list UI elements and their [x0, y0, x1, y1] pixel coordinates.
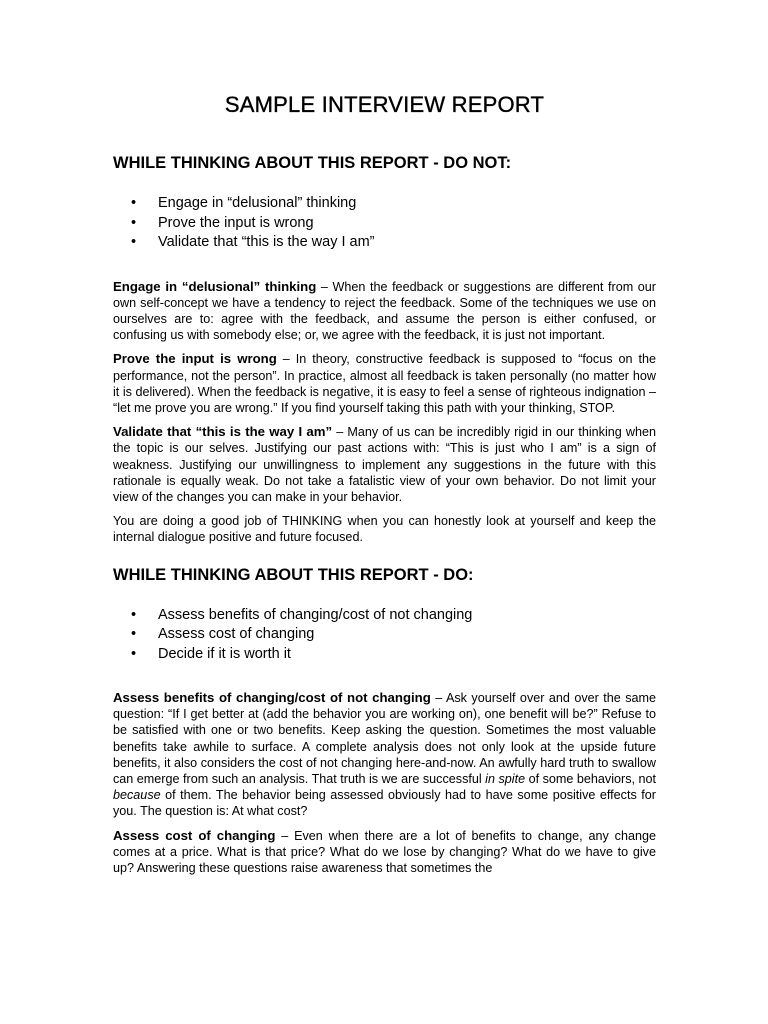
- section-heading-do: WHILE THINKING ABOUT THIS REPORT - DO:: [113, 565, 474, 584]
- paragraph-assess-cost: [113, 828, 656, 877]
- paragraph-body: – When the feedback or suggestions are different from our own self-concept we have a tendency to reject the feedback. Some of the techniques we use on ourselves are to: agree with the feedback, and assume the person is either confused, or confusing us with somebody else; or, we agree with the feedback, it is just not important.: [113, 279, 656, 343]
- paragraph-prove-input-wrong: [113, 351, 656, 416]
- list-item: • Decide if it is worth it: [131, 645, 656, 665]
- bullet-icon: •: [131, 606, 137, 623]
- paragraph-lead: Prove the input is wrong: [113, 351, 277, 367]
- page-title: SAMPLE INTERVIEW REPORT: [224, 92, 545, 117]
- list-item: • Prove the input is wrong: [131, 214, 656, 234]
- paragraph-lead: Validate that “this is the way I am”: [113, 424, 333, 440]
- paragraph-closing: You are doing a good job of THINKING when you can honestly look at yourself and keep the internal dialogue positive and future focused.: [113, 514, 656, 545]
- paragraph-assess-benefits: Assess benefits of changing/cost of not changing – Ask yourself over and over the same question: “If I get better at (add the behavior you are working on), one benefit will be?” Refuse to be satisfied with one or two benefits. Keep asking the question. Sometimes the most valuable benefits take awhile to surface. A complete analysis does not only look at the upside future benefits, it also considers the cost of not changing here-and-now. An awfully hard truth to swallow can emerge from such an analysis. That truth is we are successful in spite of some behaviors, not because of them. The behavior being assessed obviously had to have some positive effects for you. The question is: At what cost?: [113, 690, 657, 819]
- paragraph-lead: Engage in “delusional” thinking: [113, 278, 317, 294]
- paragraph-body: – Many of us can be incredibly rigid in our thinking when the topic is our selves. Justifying our past actions with: “This is just who I am” is a sign of weakness. Justifying our unwillingness to implement any suggestions in the future with this rationale is equally weak. Do not take a fatalistic view of your own behavior. Do not limit your view of the changes you can make in your behavior.: [113, 425, 656, 504]
- bullet-icon: •: [131, 626, 137, 643]
- paragraph-delusional-thinking: [113, 279, 656, 344]
- bullet-icon: •: [131, 234, 137, 250]
- paragraph-lead: Assess benefits of changing/cost of not changing: [113, 690, 431, 706]
- list-item: • Engage in “delusional” thinking: [131, 194, 656, 214]
- list-item: • Assess benefits of changing/cost of not changing: [131, 606, 656, 626]
- do-bullet-list: [131, 606, 656, 665]
- bullet-icon: •: [131, 214, 137, 231]
- bullet-icon: •: [131, 195, 137, 211]
- paragraph-body: – In theory, constructive feedback is supposed to “focus on the performance, not the person”. In practice, almost all feedback is taken personally (no matter how it is delivered). When the feedback is negative, it is easy to feel a sense of righteous indignation – “let me prove you are wrong.” If you find yourself taking this path with your thinking, STOP.: [113, 352, 656, 415]
- section-heading-do-not: WHILE THINKING ABOUT THIS REPORT - DO NOT:: [113, 154, 512, 172]
- paragraph-validate-way-i-am: [113, 424, 656, 505]
- paragraph-body: – Even when there are a lot of benefits to change, any change comes at a price. What is that price? What do we lose by changing? What do we have to give up? Answering these questions raise awareness that sometimes the: [113, 828, 656, 876]
- list-item: • Assess cost of changing: [131, 625, 656, 645]
- paragraph-lead: Assess cost of changing: [113, 827, 276, 843]
- list-item: • Validate that “this is the way I am”: [131, 233, 656, 253]
- emphasis-text: in spite: [485, 772, 526, 787]
- bullet-icon: •: [131, 645, 137, 662]
- emphasis-text: because: [113, 788, 161, 803]
- do-not-bullet-list: [131, 194, 656, 253]
